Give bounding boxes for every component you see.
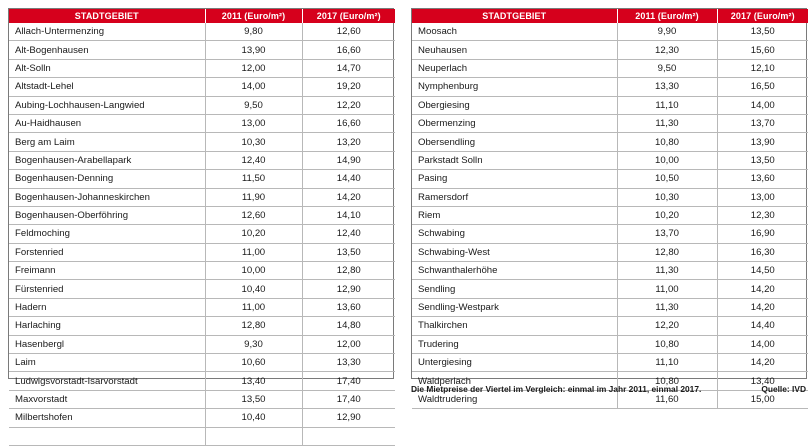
rent-2011-cell: 13,30 xyxy=(617,78,717,96)
rent-2017-cell: 14,20 xyxy=(717,354,808,372)
rent-2011-cell: 12,00 xyxy=(205,59,302,77)
rent-2011-cell: 11,90 xyxy=(205,188,302,206)
rent-2017-cell: 15,00 xyxy=(717,390,808,408)
district-cell: Parkstadt Solln xyxy=(412,151,617,169)
district-cell: Nymphenburg xyxy=(412,78,617,96)
district-cell: Freimann xyxy=(9,262,205,280)
rent-2017-cell: 12,40 xyxy=(302,225,395,243)
table-header-row xyxy=(9,9,395,23)
rent-2017-cell: 12,90 xyxy=(302,280,395,298)
district-cell: Schwabing-West xyxy=(412,243,617,261)
rent-2017-cell: 14,40 xyxy=(717,317,808,335)
district-cell: Moosach xyxy=(412,23,617,41)
table-row xyxy=(412,59,808,77)
district-cell: Hadern xyxy=(9,298,205,316)
district-cell: Feldmoching xyxy=(9,225,205,243)
table-row xyxy=(9,390,395,408)
rent-2011-cell: 10,60 xyxy=(205,354,302,372)
table-row xyxy=(412,317,808,335)
table-row xyxy=(412,225,808,243)
rent-2011-cell: 13,50 xyxy=(205,390,302,408)
rent-2011-cell: 13,40 xyxy=(205,372,302,390)
table-row xyxy=(412,262,808,280)
rent-2011-cell: 10,40 xyxy=(205,280,302,298)
rent-2011-cell: 11,10 xyxy=(617,96,717,114)
rent-2011-cell: 9,30 xyxy=(205,335,302,353)
district-cell: Neuperlach xyxy=(412,59,617,77)
column-header-2017: 2017 (Euro/m²) xyxy=(302,9,395,23)
district-cell: Sendling xyxy=(412,280,617,298)
rent-table xyxy=(412,9,808,409)
table-row xyxy=(9,59,395,77)
district-cell: Schwanthalerhöhe xyxy=(412,262,617,280)
table-row xyxy=(412,206,808,224)
district-cell: Obergiesing xyxy=(412,96,617,114)
rent-2011-cell xyxy=(205,427,302,445)
district-cell: Aubing-Lochhausen-Langwied xyxy=(9,96,205,114)
rent-2011-cell: 10,80 xyxy=(617,335,717,353)
rent-2011-cell: 10,30 xyxy=(205,133,302,151)
rent-2011-cell: 10,20 xyxy=(205,225,302,243)
rent-2017-cell: 14,50 xyxy=(717,262,808,280)
table-row xyxy=(9,170,395,188)
table-row xyxy=(9,317,395,335)
rent-2017-cell: 12,00 xyxy=(302,335,395,353)
rent-2017-cell: 14,20 xyxy=(717,280,808,298)
rent-2011-cell: 11,00 xyxy=(617,280,717,298)
rent-2017-cell: 16,90 xyxy=(717,225,808,243)
rent-2011-cell: 11,10 xyxy=(617,354,717,372)
table-row xyxy=(412,335,808,353)
rent-2017-cell: 12,10 xyxy=(717,59,808,77)
rent-2011-cell: 10,50 xyxy=(617,170,717,188)
rent-2017-cell: 13,50 xyxy=(302,243,395,261)
column-header-district: STADTGEBIET xyxy=(9,9,205,23)
table-row xyxy=(9,354,395,372)
rent-2017-cell: 13,20 xyxy=(302,133,395,151)
district-cell: Waldtrudering xyxy=(412,390,617,408)
source-note: Quelle: IVD xyxy=(761,384,806,394)
rent-2017-cell: 13,00 xyxy=(717,188,808,206)
rent-2017-cell: 13,60 xyxy=(717,170,808,188)
district-cell: Laim xyxy=(9,354,205,372)
column-header-2011: 2011 (Euro/m²) xyxy=(205,9,302,23)
table-row xyxy=(9,427,395,445)
rent-2017-cell: 13,50 xyxy=(717,151,808,169)
table-row xyxy=(412,243,808,261)
rent-2017-cell: 12,60 xyxy=(302,23,395,41)
table-row xyxy=(9,262,395,280)
rent-2017-cell: 13,50 xyxy=(717,23,808,41)
rent-table-left xyxy=(8,8,394,424)
rent-table xyxy=(9,9,395,446)
district-cell: Obermenzing xyxy=(412,114,617,132)
table-row xyxy=(412,41,808,59)
column-header-2011: 2011 (Euro/m²) xyxy=(617,9,717,23)
rent-2011-cell: 10,40 xyxy=(205,409,302,427)
rent-2011-cell: 10,00 xyxy=(617,151,717,169)
rent-2011-cell: 9,90 xyxy=(617,23,717,41)
column-header-2017: 2017 (Euro/m²) xyxy=(717,9,808,23)
table-row xyxy=(9,298,395,316)
rent-2011-cell: 9,50 xyxy=(617,59,717,77)
table-row xyxy=(9,409,395,427)
rent-2011-cell: 12,60 xyxy=(205,206,302,224)
rent-2017-cell: 14,20 xyxy=(717,298,808,316)
table-row xyxy=(9,133,395,151)
rent-2011-cell: 12,20 xyxy=(617,317,717,335)
rent-2011-cell: 10,00 xyxy=(205,262,302,280)
column-header-district: STADTGEBIET xyxy=(412,9,617,23)
rent-2017-cell: 14,00 xyxy=(717,335,808,353)
table-row xyxy=(412,78,808,96)
rent-2017-cell: 12,80 xyxy=(302,262,395,280)
rent-2017-cell: 13,40 xyxy=(717,372,808,390)
district-cell: Altstadt-Lehel xyxy=(9,78,205,96)
rent-2017-cell: 16,30 xyxy=(717,243,808,261)
rent-2017-cell: 19,20 xyxy=(302,78,395,96)
rent-2011-cell: 11,30 xyxy=(617,114,717,132)
district-cell: Alt-Bogenhausen xyxy=(9,41,205,59)
table-row xyxy=(412,354,808,372)
table-row xyxy=(9,114,395,132)
rent-2017-cell: 14,40 xyxy=(302,170,395,188)
district-cell: Sendling-Westpark xyxy=(412,298,617,316)
table-row xyxy=(412,188,808,206)
rent-2011-cell: 13,70 xyxy=(617,225,717,243)
table-row xyxy=(9,188,395,206)
rent-2017-cell: 12,90 xyxy=(302,409,395,427)
rent-2017-cell: 14,00 xyxy=(717,96,808,114)
table-row xyxy=(412,133,808,151)
rent-2017-cell xyxy=(302,427,395,445)
rent-2017-cell: 13,30 xyxy=(302,354,395,372)
district-cell: Obersendling xyxy=(412,133,617,151)
district-cell: Thalkirchen xyxy=(412,317,617,335)
table-row xyxy=(412,114,808,132)
district-cell xyxy=(9,427,205,445)
rent-2017-cell: 13,90 xyxy=(717,133,808,151)
table-row xyxy=(412,170,808,188)
rent-2011-cell: 11,30 xyxy=(617,262,717,280)
rent-2017-cell: 14,90 xyxy=(302,151,395,169)
table-caption: Die Mietpreise der Viertel im Vergleich: einmal im Jahr 2011, einmal 2017. xyxy=(411,384,702,394)
table-header-row xyxy=(412,9,808,23)
table-row xyxy=(412,23,808,41)
district-cell: Riem xyxy=(412,206,617,224)
table-row xyxy=(9,151,395,169)
district-cell: Schwabing xyxy=(412,225,617,243)
rent-2017-cell: 12,30 xyxy=(717,206,808,224)
rent-2017-cell: 16,60 xyxy=(302,41,395,59)
rent-2011-cell: 11,00 xyxy=(205,243,302,261)
rent-2011-cell: 13,00 xyxy=(205,114,302,132)
rent-2011-cell: 10,80 xyxy=(617,372,717,390)
district-cell: Pasing xyxy=(412,170,617,188)
rent-2017-cell: 16,60 xyxy=(302,114,395,132)
district-cell: Bogenhausen-Johanneskirchen xyxy=(9,188,205,206)
table-row xyxy=(412,298,808,316)
district-cell: Fürstenried xyxy=(9,280,205,298)
rent-2017-cell: 13,60 xyxy=(302,298,395,316)
district-cell: Hasenbergl xyxy=(9,335,205,353)
district-cell: Au-Haidhausen xyxy=(9,114,205,132)
table-row xyxy=(9,335,395,353)
rent-2011-cell: 11,60 xyxy=(617,390,717,408)
rent-2017-cell: 15,60 xyxy=(717,41,808,59)
rent-2011-cell: 11,00 xyxy=(205,298,302,316)
rent-2011-cell: 13,90 xyxy=(205,41,302,59)
rent-2011-cell: 12,80 xyxy=(205,317,302,335)
district-cell: Berg am Laim xyxy=(9,133,205,151)
district-cell: Bogenhausen-Denning xyxy=(9,170,205,188)
table-row xyxy=(412,280,808,298)
district-cell: Waldperlach xyxy=(412,372,617,390)
table-row xyxy=(9,206,395,224)
rent-2011-cell: 12,40 xyxy=(205,151,302,169)
district-cell: Untergiesing xyxy=(412,354,617,372)
district-cell: Harlaching xyxy=(9,317,205,335)
rent-2017-cell: 14,10 xyxy=(302,206,395,224)
rent-2017-cell: 13,70 xyxy=(717,114,808,132)
district-cell: Neuhausen xyxy=(412,41,617,59)
table-row xyxy=(412,96,808,114)
district-cell: Allach-Untermenzing xyxy=(9,23,205,41)
rent-2011-cell: 11,30 xyxy=(617,298,717,316)
table-row xyxy=(9,372,395,390)
rent-2017-cell: 17,40 xyxy=(302,372,395,390)
table-row xyxy=(9,225,395,243)
rent-2017-cell: 14,70 xyxy=(302,59,395,77)
rent-2011-cell: 14,00 xyxy=(205,78,302,96)
district-cell: Alt-Solln xyxy=(9,59,205,77)
rent-2011-cell: 9,80 xyxy=(205,23,302,41)
rent-2017-cell: 12,20 xyxy=(302,96,395,114)
district-cell: Milbertshofen xyxy=(9,409,205,427)
rent-2011-cell: 9,50 xyxy=(205,96,302,114)
rent-2011-cell: 12,80 xyxy=(617,243,717,261)
district-cell: Trudering xyxy=(412,335,617,353)
district-cell: Bogenhausen-Oberföhring xyxy=(9,206,205,224)
district-cell: Ramersdorf xyxy=(412,188,617,206)
rent-2011-cell: 11,50 xyxy=(205,170,302,188)
rent-2011-cell: 10,20 xyxy=(617,206,717,224)
table-row xyxy=(412,151,808,169)
table-row xyxy=(9,280,395,298)
district-cell: Maxvorstadt xyxy=(9,390,205,408)
table-row xyxy=(9,78,395,96)
rent-2011-cell: 10,30 xyxy=(617,188,717,206)
rent-2011-cell: 12,30 xyxy=(617,41,717,59)
table-row xyxy=(9,96,395,114)
rent-2017-cell: 14,80 xyxy=(302,317,395,335)
table-row xyxy=(9,41,395,59)
rent-2017-cell: 17,40 xyxy=(302,390,395,408)
rent-2017-cell: 14,20 xyxy=(302,188,395,206)
table-row xyxy=(9,23,395,41)
rent-2017-cell: 16,50 xyxy=(717,78,808,96)
district-cell: Bogenhausen-Arabellapark xyxy=(9,151,205,169)
table-row xyxy=(9,243,395,261)
district-cell: Forstenried xyxy=(9,243,205,261)
rent-2011-cell: 10,80 xyxy=(617,133,717,151)
district-cell: Ludwigsvorstadt-Isarvorstadt xyxy=(9,372,205,390)
